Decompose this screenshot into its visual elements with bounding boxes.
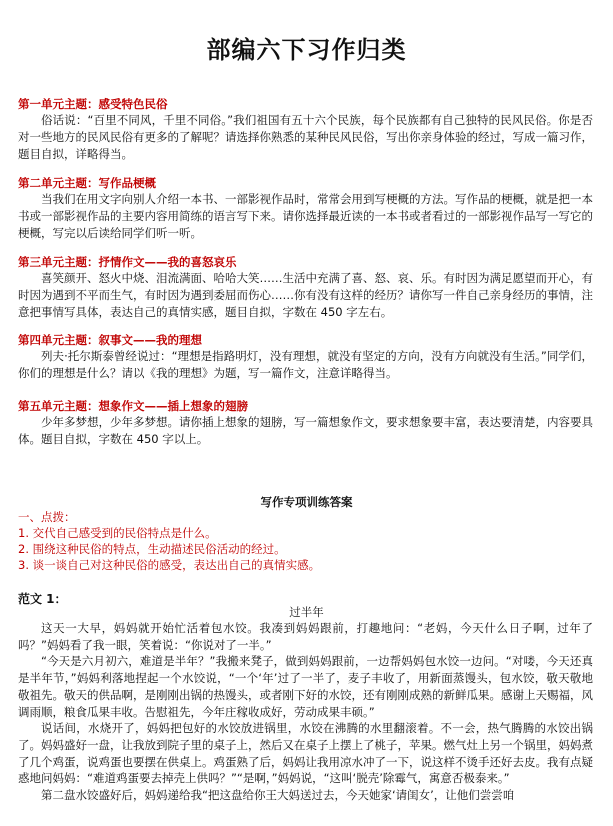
unit-4	[18, 332, 593, 382]
unit-heading: 第四单元主题：叙事文——我的理想	[18, 333, 202, 347]
tip-item: 3. 谈一谈自己对这种民俗的感受，表达出自己的真情实感。	[18, 558, 321, 572]
unit-5	[18, 398, 593, 448]
unit-body: 列夫·托尔斯泰曾经说过：“理想是指路明灯，没有理想，就没有坚定的方向，没有方向就没有生活。”同学们，你们的理想是什么？请以《我的理想》为题，写一篇作文，注意详略得当。	[18, 349, 593, 380]
tip-item: 2. 围绕这种民俗的特点，生动描述民俗活动的经过。	[18, 542, 286, 556]
essay-title: 过半年	[289, 605, 324, 619]
tips-list	[18, 510, 593, 573]
unit-2	[18, 175, 593, 242]
essay-label: 范文 1：	[18, 592, 67, 606]
unit-3	[18, 254, 593, 321]
essay-paragraph: “今天是六月初六，难道是半年？”我搬来凳子，做到妈妈跟前，一边帮妈妈包水饺一边问。“对喽，今天还真是半年节，”妈妈利落地捏起一个水饺说，“一个‘年’过了一半了，麦子丰收了，用新面蒸馒头，包水饺，敬天敬地敬祖先。敬天的供品啊，是刚刚出锅的热馒头，或者刚下好的水饺，还有刚刚成熟的新鲜瓜果。感谢上天赐福，风调雨顺，粮食瓜果丰收。告慰祖先，今年庄稼收成好，劳动成果丰硕。”	[18, 654, 593, 719]
tip-item: 1. 交代自己感受到的民俗特点是什么。	[18, 526, 217, 540]
unit-body: 喜笑颜开、怒火中烧、泪流满面、哈哈大笑……生活中充满了喜、怒、哀、乐。有时因为满足愿望而开心，有时因为遇到不平而生气，有时因为遇到委屈而伤心……你有没有这样的经历？请你写一件自己亲身经历的事情，注意把事情写具体，表达自己的真情实感，题目自拟，字数在 450 字左右。	[18, 271, 593, 319]
essay-paragraph: 这天一大早，妈妈就开始忙活着包水饺。我凑到妈妈跟前，打趣地问：“老妈，今天什么日子啊，过年了吗？”妈妈看了我一眼，笑着说：“你说对了一半。”	[18, 621, 593, 652]
unit-heading: 第三单元主题：抒情作文——我的喜怒哀乐	[18, 255, 237, 269]
unit-heading: 第五单元主题：想象作文——插上想象的翅膀	[18, 399, 248, 413]
tips-heading: 一、点拨：	[18, 510, 76, 524]
page-title: 部编六下习作归类	[206, 35, 407, 64]
unit-heading: 第一单元主题：感受特色民俗	[18, 97, 168, 111]
essay-paragraph: 第二盘水饺盛好后，妈妈递给我“把这盘给你王大妈送过去，今天她家‘请闺女’，让他们尝尝咱	[41, 788, 515, 803]
essay-paragraph: 说话间，水烧开了，妈妈把包好的水饺放进锅里，水饺在沸腾的水里翻滚着。不一会，热气腾腾的水饺出锅了。妈妈盛好一盘，让我放到院子里的桌子上，然后又在桌子上摆上了桃子，苹果。燃气灶上另一个锅里，妈妈煮了几个鸡蛋，说鸡蛋也要摆在供桌上。鸡蛋熟了后，妈妈让我用凉水冲了一下，说这样不烫手还好去皮。我有点疑惑地问妈妈：“难道鸡蛋要去掉壳上供吗？”“是啊，”妈妈说，“这叫‘脱壳’除霉气，寓意否极泰来。”	[18, 721, 593, 786]
unit-body: 俗话说：“百里不同风，千里不同俗。”我们祖国有五十六个民族，每个民族都有自己独特的民风民俗。你是否对一些地方的民风民俗有更多的了解呢？请选择你熟悉的某种民风民俗，写出你亲身体验的经过，写成一篇习作，题目自拟，详略得当。	[18, 113, 593, 161]
essay-body	[18, 620, 593, 804]
unit-body: 少年多梦想，少年多梦想。请你插上想象的翅膀，写一篇想象作文，要求想象要丰富，表达要清楚，内容要具体。题目自拟，字数在 450 字以上。	[18, 415, 593, 446]
unit-body: 当我们在用文字向别人介绍一本书、一部影视作品时，常常会用到写梗概的方法。写作品的梗概，就是把一本书或一部影视作品的主要内容用简练的语言写下来。请你选择最近读的一本书或者看过的一部影视作品写一写它的梗概，写完以后读给同学们听一听。	[18, 192, 593, 240]
answers-title: 写作专项训练答案	[260, 495, 353, 509]
unit-heading: 第二单元主题：写作品梗概	[18, 176, 156, 190]
unit-1	[18, 96, 593, 163]
